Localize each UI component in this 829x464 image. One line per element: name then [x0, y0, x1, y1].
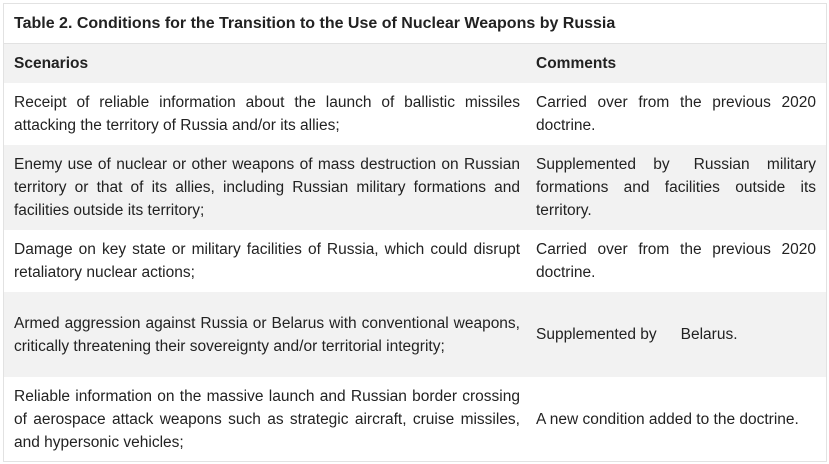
header-comments: Comments — [536, 55, 617, 72]
scenario-cell: Armed aggression against Russia or Belarus with conventional weapons, critically threatening their sovereignty and/or territorial integrity; — [14, 314, 520, 355]
table-row — [4, 292, 826, 377]
comment-rest: Belarus. — [680, 326, 738, 343]
table-header-row — [4, 44, 826, 83]
comment-cell: A new condition added to the doctrine. — [536, 410, 799, 428]
comment-cell: Carried over from the previous 2020 doctrine. — [536, 241, 816, 281]
table-row — [4, 83, 826, 145]
comment-prefix: Supplemented by — [536, 326, 657, 343]
comment-prefix: Supplemented by — [536, 156, 670, 173]
comment-cell — [526, 153, 826, 222]
table-row — [4, 377, 826, 461]
scenario-cell: Enemy use of nuclear or other weapons of mass destruction on Russian territory or that of its allies, including Russian military formations and facilities outside its territory; — [14, 156, 520, 219]
comment-cell: Carried over from the previous 2020 doctrine. — [536, 94, 816, 134]
comment-cell — [526, 323, 826, 346]
conditions-table — [3, 3, 827, 462]
table-row — [4, 145, 826, 230]
comment-rest: Russian military formations and facilities outside its territory. — [536, 156, 816, 219]
table-caption: Table 2. Conditions for the Transition to the Use of Nuclear Weapons by Russia — [4, 4, 826, 44]
scenario-cell: Reliable information on the massive launch and Russian border crossing of aerospace attack weapons such as strategic aircraft, cruise missiles, and hypersonic vehicles; — [14, 387, 520, 451]
header-scenarios: Scenarios — [14, 55, 89, 72]
table-row — [4, 230, 826, 292]
scenario-cell: Damage on key state or military facilities of Russia, which could disrupt retaliatory nuclear actions; — [14, 241, 520, 281]
scenario-cell: Receipt of reliable information about the launch of ballistic missiles attacking the territory of Russia and/or its allies; — [14, 94, 520, 134]
